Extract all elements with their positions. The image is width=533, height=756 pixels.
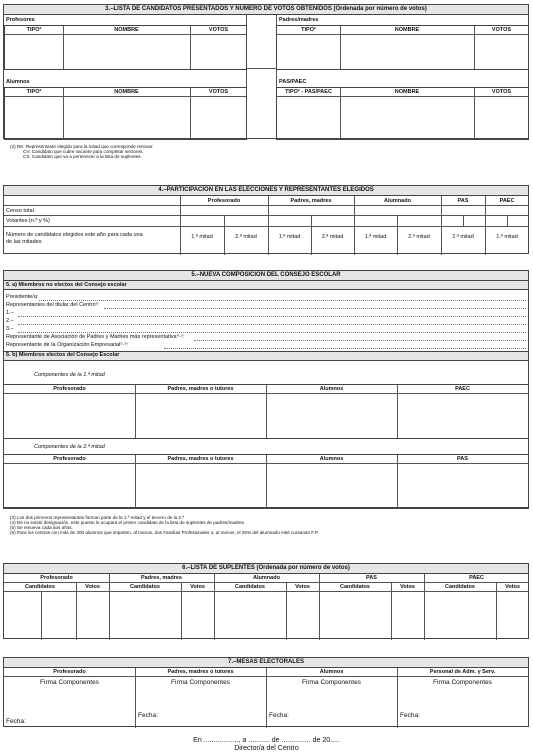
col-paec: PAEC bbox=[499, 198, 515, 204]
candidatos-header: Candidatos bbox=[235, 584, 265, 590]
col-profesorado: Profesorado bbox=[53, 386, 86, 392]
col-alumnos: Alumnos bbox=[319, 456, 344, 462]
padres-label: Padres/madres bbox=[279, 17, 319, 23]
col-alumnado: Alumnado bbox=[253, 575, 280, 581]
col-padres: Padres, madres o tutores bbox=[167, 386, 234, 392]
director-label: Director/a del Centro bbox=[234, 745, 299, 752]
profesores-table bbox=[4, 25, 247, 70]
empresarial-line: Representante de la Organización Empresarial⁵·⁶: bbox=[6, 342, 129, 348]
presidente-line: Presidente/a: bbox=[6, 294, 39, 300]
rep-1-line: 1.– bbox=[6, 310, 14, 316]
place-date-line: En .................., a ........... de ............... de 20..... bbox=[193, 737, 340, 744]
candidatos-header: Candidatos bbox=[340, 584, 370, 590]
col-pas: PAS bbox=[366, 575, 377, 581]
col-paec: PAEC bbox=[469, 575, 484, 581]
nombre-header: NOMBRE bbox=[394, 27, 420, 33]
note-2-cs: CS: Candidato que va a pertenecer a la lista de suplentes. bbox=[23, 154, 142, 159]
note-4: (4) De no existir designación, este puesto lo ocupará el primer candidato de la lista de suplentes de padres/madres. bbox=[10, 520, 246, 525]
section-6-title: 6.–LISTA DE SUPLENTES (Ordenada por número de votos) bbox=[4, 564, 528, 574]
votos-header: VOTOS bbox=[491, 89, 512, 95]
col-paec: PAEC bbox=[455, 386, 470, 392]
divider bbox=[246, 68, 276, 69]
section-4-participation bbox=[3, 185, 529, 254]
pas-paec-table bbox=[276, 87, 529, 140]
tipo-header: TIPO² bbox=[26, 27, 42, 33]
tipo-pas-header: TIPO² - PAS/PAEC bbox=[285, 89, 332, 95]
apa-line: Representante de Asociación de Padres y Madres más representativa⁴·⁵: bbox=[6, 334, 185, 340]
mitad-1: 1.ª mitad bbox=[278, 234, 301, 240]
section-7-mesas bbox=[3, 657, 529, 727]
firma-componentes: Firma Componentes bbox=[302, 679, 361, 686]
votos-header: Votos bbox=[190, 584, 205, 590]
note-6: (6) Para los centros con más de 300 alumnos que imparten, al menos, dos Familias Profesionales o, al menos, el 25% del alumnado esté cursando F.P. bbox=[10, 530, 319, 535]
col-profesorado: Profesorado bbox=[207, 198, 241, 204]
col-padres: Padres, madres bbox=[290, 198, 332, 204]
rep-2-line: 2.– bbox=[6, 318, 14, 324]
firma-componentes: Firma Componentes bbox=[171, 679, 230, 686]
pas-paec-label: PAS/PAEC bbox=[279, 79, 307, 85]
firma-componentes: Firma Componentes bbox=[40, 679, 99, 686]
votos-header: Votos bbox=[295, 584, 310, 590]
firma-componentes: Firma Componentes bbox=[433, 679, 492, 686]
mitad-2-table bbox=[3, 454, 529, 509]
mitad-2: 2.ª mitad bbox=[408, 234, 430, 240]
candidatos-header: Candidatos bbox=[445, 584, 475, 590]
titular-line: Representantes del titular del Centro³: bbox=[6, 302, 99, 308]
nombre-header: NOMBRE bbox=[114, 27, 139, 33]
mitad-1: 1.ª mitad bbox=[191, 234, 213, 240]
alumnos-label: Alumnos bbox=[6, 79, 30, 85]
nombre-header: NOMBRE bbox=[114, 89, 139, 95]
fecha-label: Fecha: bbox=[400, 712, 420, 719]
col-padres: Padres, madres bbox=[141, 575, 182, 581]
candidatos-header: Candidatos bbox=[130, 584, 160, 590]
section-5-title: 5.–NUEVA COMPOSICIÓN DEL CONSEJO ESCOLAR bbox=[4, 271, 528, 281]
col-padres: Padres, madres o tutores bbox=[167, 456, 234, 462]
votos-header: Votos bbox=[85, 584, 100, 590]
col-alumnos: Alumnos bbox=[319, 386, 344, 392]
section-3-title: 3.–LISTA DE CANDIDATOS PRESENTADOS Y NÚMERO DE VOTOS OBTENIDOS (Ordenada por número de votos) bbox=[4, 5, 528, 15]
col-profesorado: Profesorado bbox=[53, 456, 86, 462]
mitad-2: 2.ª mitad bbox=[235, 234, 257, 240]
comp-2-mitad: Componentes de la 2.ª mitad bbox=[34, 444, 105, 450]
col-alumnos: Alumnos bbox=[319, 669, 344, 675]
section-6-suplentes bbox=[3, 563, 529, 639]
votos-header: VOTOS bbox=[208, 27, 229, 33]
note-3: (3) Los dos primeros representantes forman parte de la 1.ª mitad y el tercero de la 2.ª bbox=[10, 515, 184, 520]
col-padres: Padres, madres o tutores bbox=[167, 669, 234, 675]
mitad-1: 1.ª mitad bbox=[496, 234, 518, 240]
comp-1-mitad: Componentes de la 1.ª mitad bbox=[34, 372, 105, 378]
col-alumnado: Alumnado bbox=[384, 198, 411, 204]
section-5b-title: 5. b) Miembros electos del Consejo Escolar bbox=[6, 352, 120, 358]
mitad-1: 1.ª mitad bbox=[364, 234, 387, 240]
votos-header: Votos bbox=[505, 584, 520, 590]
section-5-composition bbox=[3, 270, 529, 508]
alumnos-table bbox=[4, 87, 247, 140]
section-7-title: 7.–MESAS ELECTORALES bbox=[4, 658, 528, 668]
note-2-re: (2) RE: Representante elegido para la mitad que corresponde renovar. bbox=[10, 144, 154, 149]
section-3-candidates bbox=[3, 4, 529, 139]
padres-table bbox=[276, 25, 529, 70]
mitad-2: 2.ª mitad bbox=[452, 234, 474, 240]
col-profesorado: Profesorado bbox=[40, 575, 73, 581]
row-candidatos-cont: de las mitades bbox=[6, 239, 42, 245]
fecha-label: Fecha: bbox=[269, 712, 289, 719]
fecha-label: Fecha: bbox=[6, 718, 26, 725]
votos-header: Votos bbox=[400, 584, 415, 590]
nombre-header: NOMBRE bbox=[394, 89, 420, 95]
fecha-label: Fecha: bbox=[138, 712, 158, 719]
col-profesorado: Profesorado bbox=[53, 669, 86, 675]
profesores-label: Profesores bbox=[6, 17, 35, 23]
rep-3-line: 3.– bbox=[6, 326, 14, 332]
votos-header: VOTOS bbox=[208, 89, 229, 95]
tipo-header: TIPO² bbox=[26, 89, 42, 95]
col-pas: PAS bbox=[457, 456, 468, 462]
section-4-title: 4.–PARTICIPACIÓN EN LAS ELECCIONES Y REPRESENTANTES ELEGIDOS bbox=[4, 186, 528, 196]
row-candidatos: Número de candidatos elegidos este año para cada una bbox=[6, 232, 143, 238]
col-pas: PAS bbox=[457, 198, 469, 204]
row-votantes: Votantes (n.º y %) bbox=[6, 218, 50, 224]
col-personal: Personal de Adm. y Serv. bbox=[429, 669, 496, 675]
mitad-1-table bbox=[3, 384, 529, 439]
candidatos-header: Candidatos bbox=[25, 584, 55, 590]
votos-header: VOTOS bbox=[491, 27, 512, 33]
section-5a-title: 5. a) Miembros no electos del Consejo escolar bbox=[6, 282, 127, 288]
row-censo-total: Censo total bbox=[6, 208, 34, 214]
note-2-cv: CV: Candidato que cubre vacante para completar sectores. bbox=[23, 149, 144, 154]
mitad-2: 2.ª mitad bbox=[321, 234, 344, 240]
tipo-header: TIPO² bbox=[301, 27, 316, 33]
note-5: (5) Se renueva cada dos años. bbox=[10, 525, 73, 530]
